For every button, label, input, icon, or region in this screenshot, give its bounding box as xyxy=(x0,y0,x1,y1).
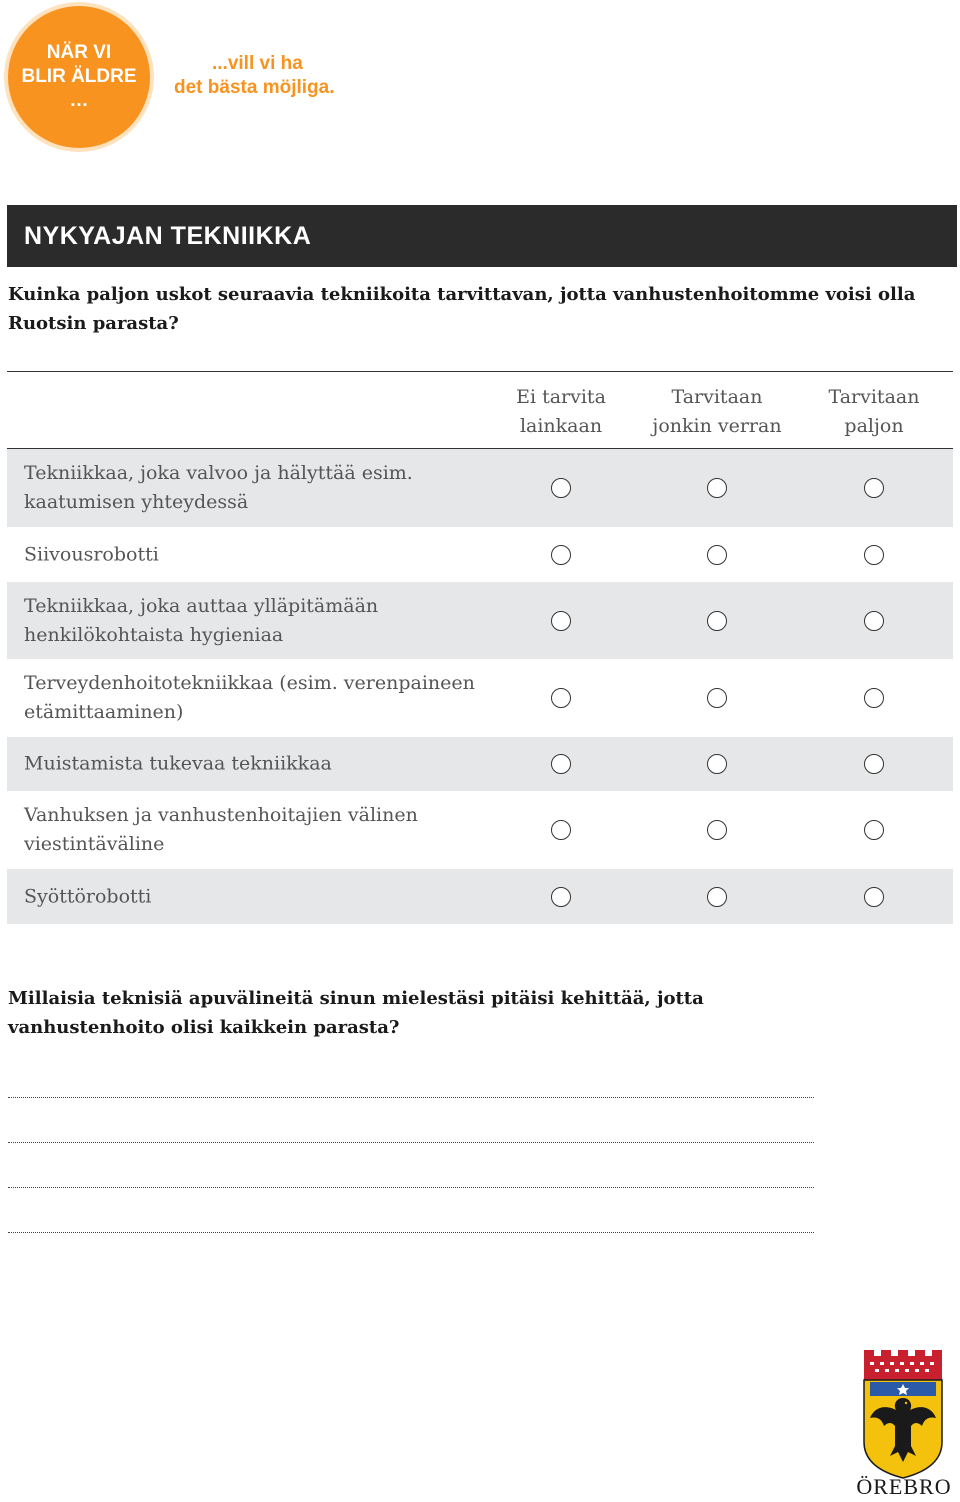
answer-line[interactable] xyxy=(8,1097,814,1142)
table-row xyxy=(7,449,953,527)
radio-somewhat-needed[interactable] xyxy=(707,611,727,631)
row-label xyxy=(24,540,484,569)
radio-somewhat-needed[interactable] xyxy=(707,820,727,840)
tagline-line-2: det bästa möjliga. xyxy=(174,77,335,98)
radio-much-needed[interactable] xyxy=(864,545,884,565)
answer-line[interactable] xyxy=(8,1142,814,1187)
answer-line[interactable] xyxy=(8,1232,814,1277)
row-label-line: Terveydenhoitotekniikkaa (esim. verenpaineen xyxy=(24,672,475,694)
row-label-line: henkilökohtaista hygieniaa xyxy=(24,623,284,646)
column-header-line: paljon xyxy=(844,415,904,437)
radio-not-needed[interactable] xyxy=(551,688,571,708)
radio-much-needed[interactable] xyxy=(864,820,884,840)
question-2: Millaisia teknisiä apuvälineitä sinun mielestäsi pitäisi kehittää, jotta vanhustenhoito olisi kaikkein parasta? xyxy=(8,988,704,1038)
column-header-line: jonkin verran xyxy=(652,415,782,437)
answer-line[interactable] xyxy=(8,1187,814,1232)
table-row xyxy=(7,869,953,924)
table-row xyxy=(7,791,953,869)
rating-table xyxy=(7,371,953,924)
table-row xyxy=(7,737,953,791)
row-label-line: kaatumisen yhteydessä xyxy=(24,491,249,513)
radio-not-needed[interactable] xyxy=(551,820,571,840)
radio-not-needed[interactable] xyxy=(551,754,571,774)
radio-somewhat-needed[interactable] xyxy=(707,545,727,565)
radio-somewhat-needed[interactable] xyxy=(707,887,727,907)
radio-much-needed[interactable] xyxy=(864,688,884,708)
table-row xyxy=(7,582,953,659)
row-label xyxy=(24,882,484,911)
radio-much-needed[interactable] xyxy=(864,478,884,498)
radio-not-needed[interactable] xyxy=(551,478,571,498)
table-row xyxy=(7,527,953,582)
section-title: NYKYAJAN TEKNIIKKA xyxy=(7,205,957,267)
campaign-tagline xyxy=(174,52,334,100)
row-label xyxy=(24,801,484,859)
badge-line-3: … xyxy=(69,90,89,111)
question-1: Kuinka paljon uskot seuraavia tekniikoita tarvittavan, jotta vanhustenhoitomme voisi olla Ruotsin parasta? xyxy=(8,284,916,334)
table-header-row xyxy=(7,372,953,449)
column-header-not-needed xyxy=(483,383,639,441)
crest-name: ÖREBRO xyxy=(856,1474,952,1499)
row-label-line: etämittaaminen) xyxy=(24,701,184,723)
radio-much-needed[interactable] xyxy=(864,611,884,631)
radio-somewhat-needed[interactable] xyxy=(707,754,727,774)
answer-area[interactable] xyxy=(8,1097,814,1277)
row-label xyxy=(24,592,484,650)
row-label-line: Vanhuksen ja vanhustenhoitajien välinen xyxy=(24,804,418,826)
column-header-line: Tarvitaan xyxy=(671,386,763,408)
row-label-line: Muistamista tukevaa tekniikkaa xyxy=(24,752,332,775)
column-header-line: Tarvitaan xyxy=(828,386,920,408)
row-label xyxy=(24,750,484,779)
radio-not-needed[interactable] xyxy=(551,545,571,565)
row-label xyxy=(24,459,484,517)
tagline-line-1: ...vill vi ha xyxy=(212,53,303,74)
row-label-line: Syöttörobotti xyxy=(24,885,152,907)
radio-much-needed[interactable] xyxy=(864,754,884,774)
radio-somewhat-needed[interactable] xyxy=(707,688,727,708)
row-label-line: Siivousrobotti xyxy=(24,543,159,565)
column-header-line: lainkaan xyxy=(519,415,603,437)
table-row xyxy=(7,659,953,737)
row-label-line: Tekniikkaa, joka auttaa ylläpitämään xyxy=(24,594,379,617)
row-label xyxy=(24,669,484,727)
column-header-somewhat-needed xyxy=(639,383,795,441)
radio-much-needed[interactable] xyxy=(864,887,884,907)
column-header-line: Ei tarvita xyxy=(516,386,606,408)
row-label-line: Tekniikkaa, joka valvoo ja hälyttää esim. xyxy=(24,462,413,484)
campaign-badge xyxy=(8,6,150,148)
badge-line-2: BLIR ÄLDRE xyxy=(21,66,137,87)
column-header-much-needed xyxy=(796,383,952,441)
row-label-line: viestintäväline xyxy=(24,833,165,855)
radio-not-needed[interactable] xyxy=(551,611,571,631)
radio-not-needed[interactable] xyxy=(551,887,571,907)
badge-line-1: NÄR VI xyxy=(46,42,112,63)
radio-somewhat-needed[interactable] xyxy=(707,478,727,498)
